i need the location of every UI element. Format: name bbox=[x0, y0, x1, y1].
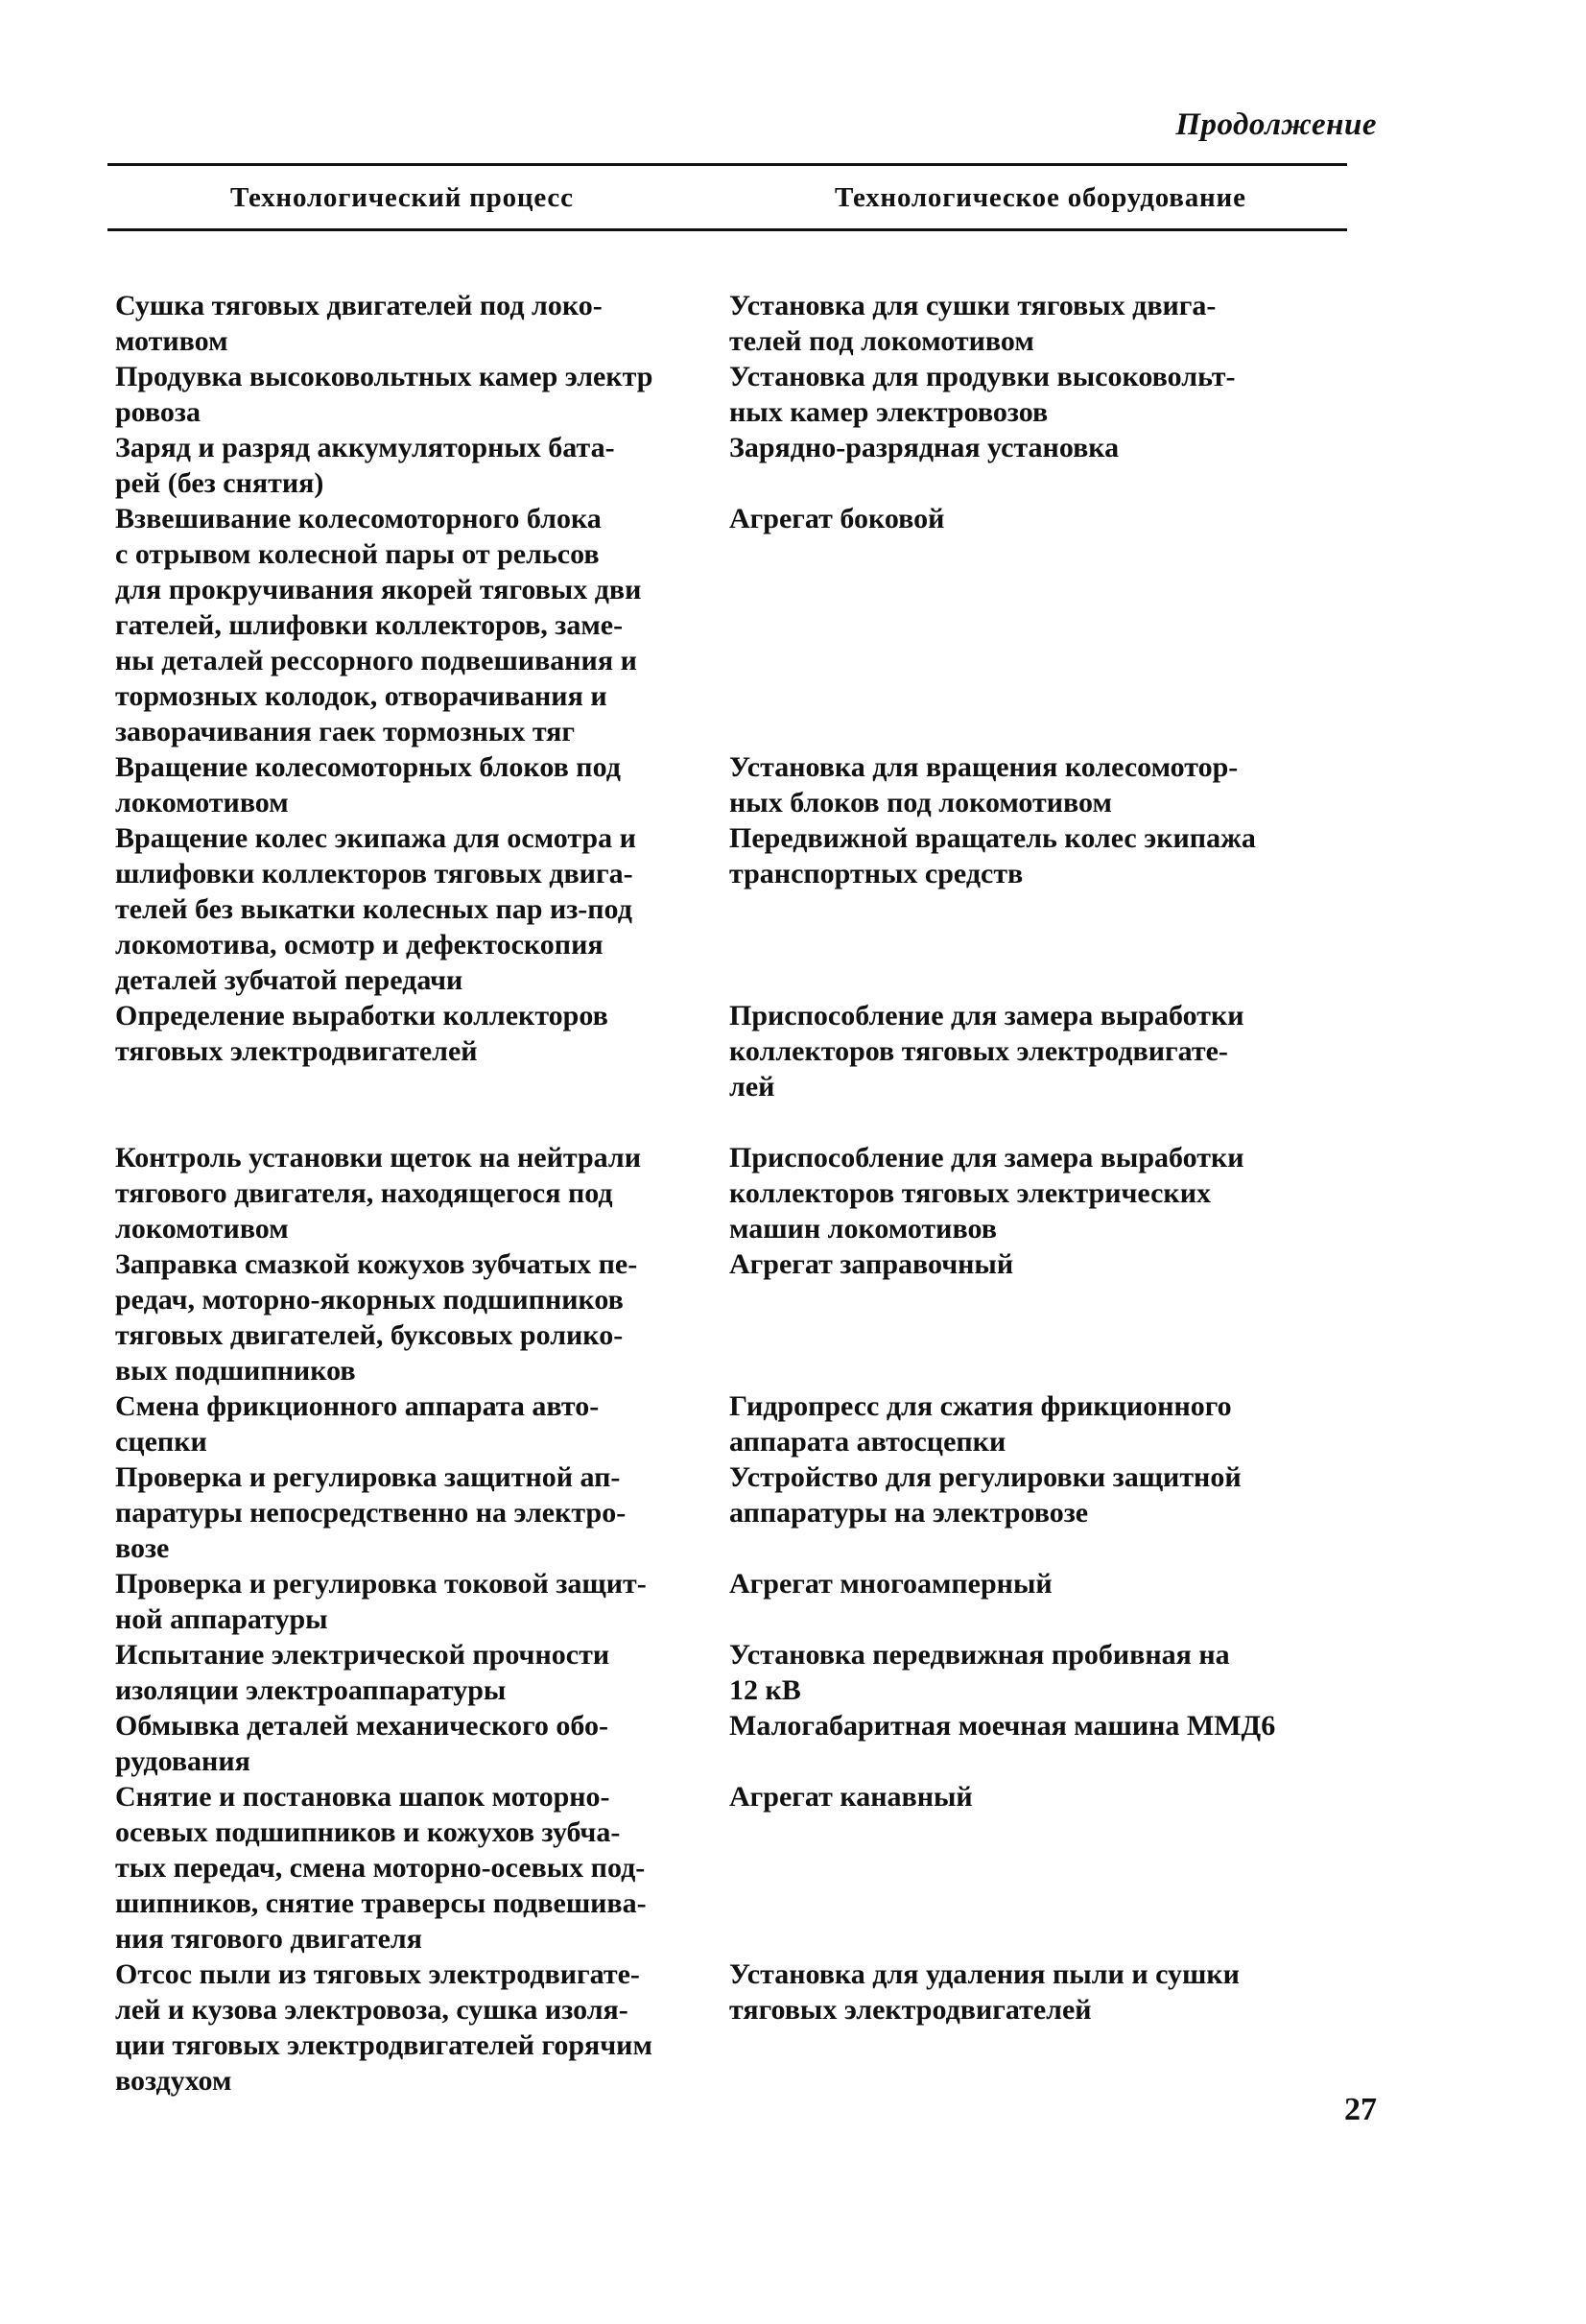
process-cell bbox=[115, 1779, 729, 1956]
table-row bbox=[115, 1459, 1382, 1566]
process-line: локомотивом bbox=[115, 787, 289, 818]
process-line: Определение выработки коллекторов bbox=[115, 1000, 608, 1032]
column-header-process: Технологический процесс bbox=[230, 182, 574, 213]
table-row bbox=[115, 1637, 1382, 1708]
process-line: заворачивания гаек тормозных тяг bbox=[115, 716, 576, 747]
equipment-cell bbox=[729, 1566, 1382, 1637]
process-line: Вращение колес экипажа для осмотра и bbox=[115, 822, 636, 854]
process-line: осевых подшипников и кожухов зубча- bbox=[115, 1816, 621, 1848]
equipment-line: Зарядно-разрядная установка bbox=[729, 432, 1120, 463]
table-row bbox=[115, 1708, 1382, 1779]
equipment-line: Установка для вращения колесомотор- bbox=[729, 751, 1239, 783]
process-cell bbox=[115, 820, 729, 998]
process-line: Проверка и регулировка токовой защит- bbox=[115, 1568, 647, 1600]
process-line: ны деталей рессорного подвешивания и bbox=[115, 645, 637, 676]
equipment-cell bbox=[729, 1956, 1382, 2099]
process-line: локомотивом bbox=[115, 1213, 289, 1245]
table-row bbox=[115, 998, 1382, 1104]
process-line: ной аппаратуры bbox=[115, 1603, 328, 1635]
equipment-line: коллекторов тяговых электродвигате- bbox=[729, 1035, 1228, 1067]
process-cell bbox=[115, 1388, 729, 1459]
process-cell bbox=[115, 501, 729, 749]
process-line: тых передач, смена моторно-осевых под- bbox=[115, 1852, 646, 1884]
continuation-label: Продолжение bbox=[1175, 107, 1377, 142]
equipment-cell bbox=[729, 1779, 1382, 1956]
process-line: деталей зубчатой передачи bbox=[115, 964, 463, 996]
process-cell bbox=[115, 1956, 729, 2099]
equipment-line: аппаратуры на электровозе bbox=[729, 1497, 1089, 1529]
process-line: тяговых электродвигателей bbox=[115, 1035, 478, 1067]
equipment-line: Установка для продувки высоковольт- bbox=[729, 361, 1236, 392]
process-line: Заправка смазкой кожухов зубчатых пе- bbox=[115, 1248, 638, 1280]
process-line: Проверка и регулировка защитной ап- bbox=[115, 1461, 621, 1493]
process-line: телей без выкатки колесных пар из-под bbox=[115, 893, 632, 925]
equipment-line: Установка передвижная пробивная на bbox=[729, 1639, 1230, 1671]
equipment-line: Агрегат боковой bbox=[729, 503, 945, 534]
equipment-line: коллекторов тяговых электрических bbox=[729, 1177, 1211, 1209]
process-line: тяговых двигателей, буксовых ролико- bbox=[115, 1319, 624, 1351]
equipment-cell bbox=[729, 430, 1382, 501]
process-line: Вращение колесомоторных блоков под bbox=[115, 751, 621, 783]
process-line: Снятие и постановка шапок моторно- bbox=[115, 1781, 610, 1813]
equipment-line: Устройство для регулировки защитной bbox=[729, 1461, 1242, 1493]
process-cell bbox=[115, 359, 729, 430]
equipment-line: Агрегат канавный bbox=[729, 1781, 973, 1813]
process-cell bbox=[115, 998, 729, 1104]
process-line: тягового двигателя, находящегося под bbox=[115, 1177, 613, 1209]
process-line: изоляции электроаппаратуры bbox=[115, 1674, 507, 1706]
column-header-equipment: Технологическое оборудование bbox=[835, 182, 1246, 213]
equipment-line: Агрегат заправочный bbox=[729, 1248, 1014, 1280]
process-line: Смена фрикционного аппарата авто- bbox=[115, 1390, 600, 1422]
equipment-cell bbox=[729, 1708, 1382, 1779]
process-line: редач, моторно-якорных подшипников bbox=[115, 1284, 624, 1316]
process-line: гателей, шлифовки коллекторов, заме- bbox=[115, 609, 624, 641]
process-line: Сушка тяговых двигателей под локо- bbox=[115, 290, 603, 321]
process-line: локомотива, осмотр и дефектоскопия bbox=[115, 929, 604, 960]
process-line: для прокручивания якорей тяговых дви bbox=[115, 574, 642, 605]
equipment-line: Агрегат многоамперный bbox=[729, 1568, 1053, 1600]
equipment-line: тяговых электродвигателей bbox=[729, 1994, 1092, 2026]
process-line: Обмывка деталей механического обо- bbox=[115, 1710, 609, 1742]
equipment-line: Передвижной вращатель колес экипажа bbox=[729, 822, 1256, 854]
process-line: рей (без снятия) bbox=[115, 467, 324, 499]
equipment-line: аппарата автосцепки bbox=[729, 1426, 1006, 1458]
table-row bbox=[115, 1956, 1382, 2099]
equipment-cell bbox=[729, 1140, 1382, 1246]
process-cell bbox=[115, 430, 729, 501]
table-row bbox=[115, 820, 1382, 998]
equipment-line: машин локомотивов bbox=[729, 1213, 997, 1245]
process-line: Заряд и разряд аккумуляторных бата- bbox=[115, 432, 615, 463]
process-line: Отсос пыли из тяговых электродвигате- bbox=[115, 1958, 640, 1990]
process-line: с отрывом колесной пары от рельсов bbox=[115, 538, 600, 570]
equipment-cell bbox=[729, 820, 1382, 998]
equipment-line: ных камер электровозов bbox=[729, 396, 1049, 428]
equipment-line: транспортных средств bbox=[729, 858, 1024, 889]
process-line: паратуры непосредственно на электро- bbox=[115, 1497, 627, 1529]
process-cell bbox=[115, 749, 729, 820]
equipment-line: телей под локомотивом bbox=[729, 325, 1034, 357]
equipment-cell bbox=[729, 501, 1382, 749]
process-line: ровоза bbox=[115, 396, 201, 428]
equipment-cell bbox=[729, 1388, 1382, 1459]
process-line: Контроль установки щеток на нейтрали bbox=[115, 1142, 642, 1174]
header-top-rule bbox=[107, 163, 1347, 166]
equipment-cell bbox=[729, 749, 1382, 820]
header-bottom-rule bbox=[107, 228, 1347, 231]
equipment-line: Установка для сушки тяговых двига- bbox=[729, 290, 1217, 321]
table-row bbox=[115, 1246, 1382, 1388]
process-cell bbox=[115, 1708, 729, 1779]
process-cell bbox=[115, 1246, 729, 1388]
process-line: возе bbox=[115, 1532, 170, 1564]
table-row bbox=[115, 501, 1382, 749]
equipment-line: ных блоков под локомотивом bbox=[729, 787, 1112, 818]
table-row bbox=[115, 1566, 1382, 1637]
process-cell bbox=[115, 1140, 729, 1246]
process-line: рудования bbox=[115, 1745, 250, 1777]
process-line: Продувка высоковольтных камер электр bbox=[115, 361, 653, 392]
equipment-line: Приспособление для замера выработки bbox=[729, 1142, 1244, 1174]
table-row bbox=[115, 288, 1382, 359]
equipment-line: Гидропресс для сжатия фрикционного bbox=[729, 1390, 1232, 1422]
process-line: ции тяговых электродвигателей горячим bbox=[115, 2029, 652, 2061]
table-row bbox=[115, 1140, 1382, 1246]
process-line: ния тягового двигателя bbox=[115, 1923, 422, 1955]
equipment-cell bbox=[729, 359, 1382, 430]
equipment-cell bbox=[729, 1459, 1382, 1566]
equipment-line: Установка для удаления пыли и сушки bbox=[729, 1958, 1240, 1990]
table-row bbox=[115, 430, 1382, 501]
table-row bbox=[115, 359, 1382, 430]
process-line: Испытание электрической прочности bbox=[115, 1639, 610, 1671]
process-cell bbox=[115, 1459, 729, 1566]
process-line: сцепки bbox=[115, 1426, 207, 1458]
equipment-line: лей bbox=[729, 1071, 775, 1103]
equipment-line: 12 кВ bbox=[729, 1674, 801, 1706]
process-cell bbox=[115, 288, 729, 359]
equipment-line: Приспособление для замера выработки bbox=[729, 1000, 1244, 1032]
process-line: воздухом bbox=[115, 2065, 232, 2097]
page-number: 27 bbox=[1344, 2092, 1377, 2127]
process-cell bbox=[115, 1637, 729, 1708]
process-line: мотивом bbox=[115, 325, 228, 357]
table-row bbox=[115, 1779, 1382, 1956]
equipment-line: Малогабаритная моечная машина ММД6 bbox=[729, 1710, 1276, 1742]
process-line: шипников, снятие траверсы подвешива- bbox=[115, 1887, 647, 1919]
equipment-cell bbox=[729, 288, 1382, 359]
process-equipment-table bbox=[115, 288, 1382, 2099]
process-line: шлифовки коллекторов тяговых двига- bbox=[115, 858, 633, 889]
equipment-cell bbox=[729, 1246, 1382, 1388]
process-line: тормозных колодок, отворачивания и bbox=[115, 680, 607, 712]
table-row bbox=[115, 749, 1382, 820]
equipment-cell bbox=[729, 998, 1382, 1104]
equipment-cell bbox=[729, 1637, 1382, 1708]
process-cell bbox=[115, 1566, 729, 1637]
process-line: лей и кузова электровоза, сушка изоля- bbox=[115, 1994, 628, 2026]
process-line: Взвешивание колесомоторного блока bbox=[115, 503, 602, 534]
table-row bbox=[115, 1388, 1382, 1459]
process-line: вых подшипников bbox=[115, 1355, 356, 1387]
